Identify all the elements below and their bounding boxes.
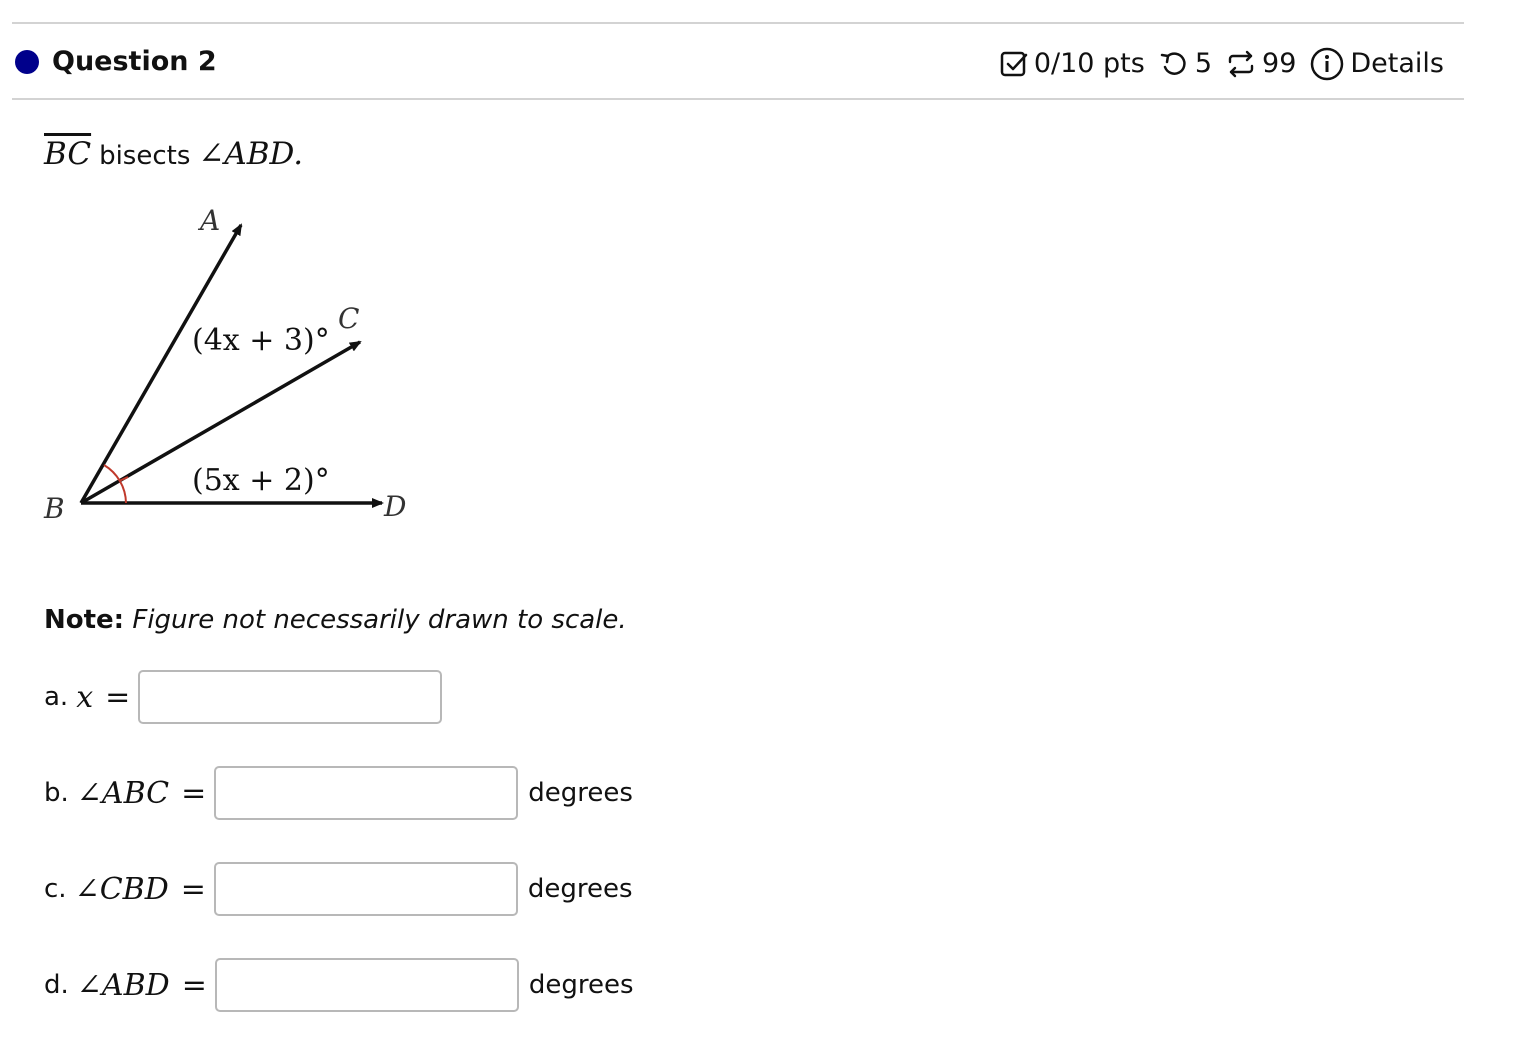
note-text: Figure not necessarily drawn to scale. <box>132 605 627 635</box>
answer-expression: ∠ABC <box>76 775 170 811</box>
answer-prefix: c. <box>44 874 67 904</box>
unit-label: degrees <box>528 778 633 808</box>
unit-label: degrees <box>527 874 633 904</box>
unit-label: degrees <box>528 970 634 1000</box>
attempts-indicator <box>1159 46 1212 82</box>
equals-sign: = <box>181 775 207 811</box>
answer-expression: x <box>76 679 94 715</box>
undo-icon <box>1159 50 1189 78</box>
retries-count: 99 <box>1262 48 1297 79</box>
x-answer-input[interactable] <box>138 670 442 724</box>
segment-bc: $\overline{BC}$ <box>44 136 92 172</box>
answer-row-b <box>44 766 633 820</box>
retries-indicator <box>1226 46 1296 82</box>
answer-row-d <box>44 958 634 1012</box>
abd-answer-input[interactable] <box>215 958 519 1012</box>
points-text: 0/10 pts <box>1033 48 1145 79</box>
label-a: A <box>200 204 221 237</box>
scale-note <box>44 600 627 640</box>
angle-figure <box>30 200 450 544</box>
points-indicator <box>1000 46 1145 82</box>
answer-label-a <box>44 680 138 715</box>
answer-row-c <box>44 862 633 916</box>
label-b: B <box>44 492 65 525</box>
ray-ba <box>81 225 241 503</box>
answer-expression: ∠ABD <box>76 967 170 1003</box>
upper-angle-label: (4x + 3)° <box>192 323 330 358</box>
prompt-text: bisects <box>99 141 191 171</box>
retry-icon <box>1226 50 1256 78</box>
details-label: Details <box>1350 48 1444 79</box>
question-meta <box>992 46 1444 82</box>
question-title: Question 2 <box>52 46 217 77</box>
note-label: Note: <box>44 605 125 635</box>
checkbox-icon <box>1000 50 1028 78</box>
attempts-count: 5 <box>1194 48 1213 79</box>
question-status-dot <box>15 50 39 74</box>
answer-row-a <box>44 670 442 724</box>
cbd-answer-input[interactable] <box>214 862 518 916</box>
equals-sign: = <box>105 679 131 715</box>
question-prompt <box>44 132 303 178</box>
answer-label-c <box>44 872 214 907</box>
header-bottom-divider <box>12 98 1464 100</box>
equals-sign: = <box>181 967 207 1003</box>
answer-label-b <box>44 776 214 811</box>
answer-expression: ∠CBD <box>74 871 169 907</box>
label-c: C <box>338 302 360 335</box>
answer-prefix: a. <box>44 682 69 712</box>
answer-label-d <box>44 968 215 1003</box>
abc-answer-input[interactable] <box>214 766 518 820</box>
answer-prefix: d. <box>44 970 69 1000</box>
question-header <box>0 24 1464 98</box>
info-icon <box>1310 47 1344 81</box>
answer-prefix: b. <box>44 778 69 808</box>
label-d: D <box>384 490 407 523</box>
details-button[interactable] <box>1310 46 1444 82</box>
equals-sign: = <box>180 871 206 907</box>
lower-angle-label: (5x + 2)° <box>192 463 330 498</box>
angle-abd: ∠ABD. <box>198 136 304 172</box>
